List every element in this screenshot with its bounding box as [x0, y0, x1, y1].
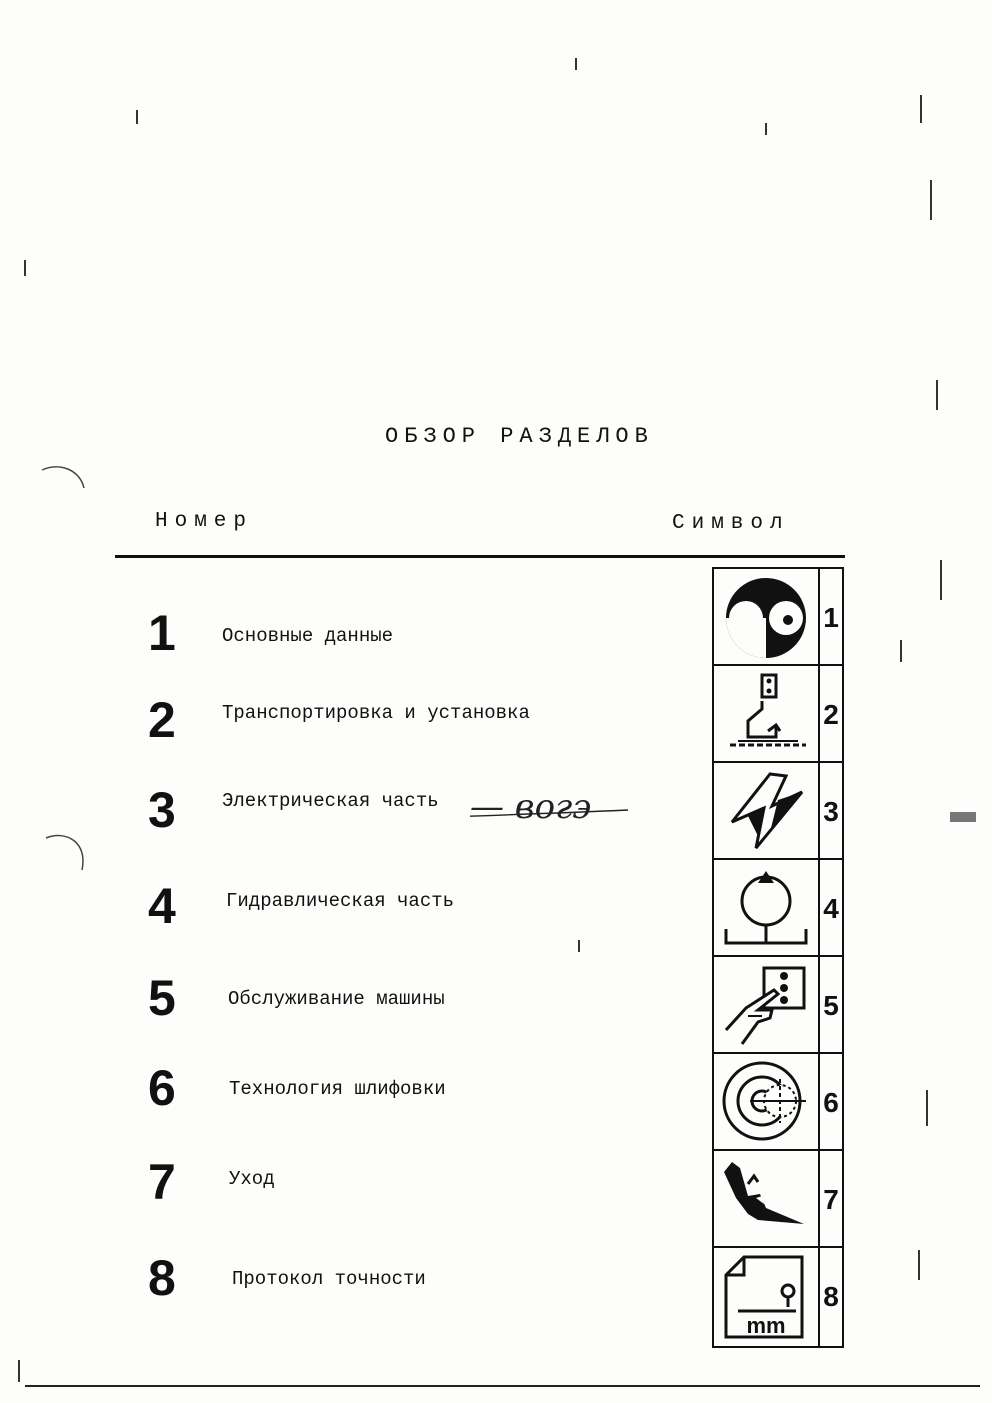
section-row-6: [0, 1058, 700, 1118]
symbol-number: 4: [823, 893, 839, 924]
section-label: Транспортировка и установка: [222, 702, 530, 724]
symbol-number: 7: [823, 1184, 839, 1215]
symbol-number: 3: [823, 796, 839, 827]
column-header-symbol: Символ: [672, 512, 790, 535]
section-row-2: [0, 690, 700, 750]
section-row-5: [0, 968, 700, 1028]
section-row-8: [0, 1248, 700, 1308]
hydraulic-pump-icon: [718, 863, 814, 951]
symbol-cell-5: [714, 957, 842, 1054]
handwritten-annotation: [470, 780, 640, 840]
section-label: Уход: [229, 1168, 275, 1190]
symbol-number: 2: [823, 699, 839, 730]
section-label: Электрическая часть: [222, 790, 439, 812]
section-row-4: [0, 876, 700, 936]
page-title: ОБЗОР РАЗДЕЛОВ: [385, 424, 654, 449]
symbol-column: [712, 567, 844, 1348]
column-header-number: Номер: [155, 510, 254, 533]
section-label: Основные данные: [222, 625, 394, 647]
header-rule: [115, 555, 845, 558]
svg-text:mm: mm: [746, 1313, 786, 1338]
symbol-cell-1: [714, 569, 842, 666]
grinding-wheel-icon: [718, 1057, 814, 1145]
symbol-cell-2: [714, 666, 842, 763]
section-number: 7: [148, 1154, 176, 1210]
section-label: Протокол точности: [232, 1268, 426, 1290]
punch-hole-mark-top: [40, 462, 90, 502]
oil-can-icon: [718, 1154, 814, 1242]
section-number: 2: [148, 692, 176, 748]
general-data-icon: [718, 572, 814, 660]
symbol-cell-8: [714, 1248, 842, 1346]
section-row-1: [0, 603, 700, 663]
symbol-number: 6: [823, 1087, 839, 1118]
symbol-number: 8: [823, 1281, 839, 1312]
section-row-3: [0, 780, 700, 840]
section-label: Обслуживание машины: [228, 988, 445, 1010]
symbol-cell-4: [714, 860, 842, 957]
symbol-number: 5: [823, 990, 839, 1021]
punch-hole-mark-bottom: [44, 832, 94, 882]
symbol-number: 1: [823, 602, 839, 633]
section-number: 8: [148, 1250, 176, 1306]
section-label: Технология шлифовки: [229, 1078, 446, 1100]
svg-text:— вогэ: — вогэ: [470, 787, 592, 827]
symbol-cell-6: [714, 1054, 842, 1151]
section-number: 6: [148, 1060, 176, 1116]
accuracy-protocol-icon: [718, 1251, 814, 1339]
section-label: Гидравлическая часть: [226, 890, 455, 912]
hand-panel-icon: [718, 960, 814, 1048]
section-row-7: [0, 1152, 700, 1212]
transport-hook-icon: [718, 669, 814, 757]
section-number: 5: [148, 970, 176, 1026]
symbol-cell-3: [714, 763, 842, 860]
symbol-cell-7: [714, 1151, 842, 1248]
section-number: 1: [148, 605, 176, 661]
bottom-edge-line: [25, 1385, 980, 1387]
lightning-icon: [718, 766, 814, 854]
section-number: 3: [148, 782, 176, 838]
section-number: 4: [148, 878, 176, 934]
